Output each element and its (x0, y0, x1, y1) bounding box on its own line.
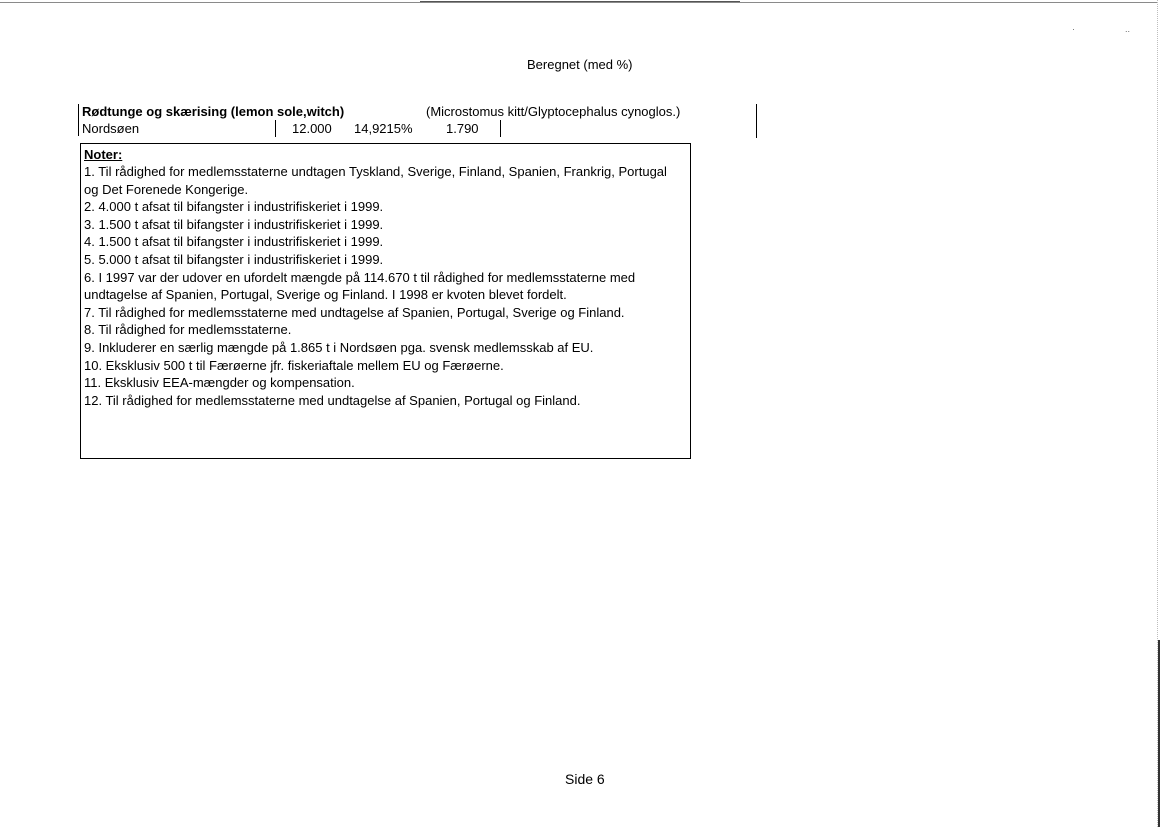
note-item: 2. 4.000 t afsat til bifangster i industrifiskeriet i 1999. (84, 199, 384, 215)
note-item: 8. Til rådighed for medlemsstaterne. (84, 322, 292, 338)
percent-value: 14,9215% (354, 121, 413, 136)
note-item: 1. Til rådighed for medlemsstaterne undtagen Tyskland, Sverige, Finland, Spanien, Frankrig, Portugal og Det Forenede Kongerige. (84, 164, 667, 197)
note-item: 3. 1.500 t afsat til bifangster i industrifiskeriet i 1999. (84, 216, 384, 232)
note-item: 12. Til rådighed for medlemsstaterne med undtagelse af Spanien, Portugal og Finland. (84, 392, 581, 408)
note-item: 6. I 1997 var der udover en ufordelt mængde på 114.670 t til rådighed for medlemsstaterne med undtagelse af Spanien, Portugal, Sverige og Finland. I 1998 er kvoten blevet fordelt. (84, 269, 636, 303)
calculated-value: 1.790 (446, 121, 479, 136)
table-right-border (756, 104, 757, 138)
cell-divider (275, 120, 276, 137)
note-item: 7. Til rådighed for medlemsstaterne med undtagelse af Spanien, Portugal, Sverige og Finland. (84, 304, 625, 320)
tac-value: 12.000 (292, 121, 332, 136)
note-item: 10. Eksklusiv 500 t til Færøerne jfr. fiskeriaftale mellem EU og Færøerne. (84, 357, 504, 373)
note-item: 4. 1.500 t afsat til bifangster i industrifiskeriet i 1999. (84, 234, 384, 250)
note-item: 11. Eksklusiv EEA-mængder og kompensation. (84, 375, 355, 391)
cell-divider (500, 120, 501, 137)
page-number: Side 6 (565, 771, 605, 787)
page-right-border-dark (1158, 640, 1160, 827)
page-top-border-segment (420, 1, 740, 2)
area-name: Nordsøen (82, 121, 140, 136)
scan-speck: .. (1125, 24, 1131, 34)
column-header-beregnet: Beregnet (med %) (527, 57, 633, 72)
note-item: 5. 5.000 t afsat til bifangster i industrifiskeriet i 1999. (84, 251, 384, 267)
table-left-border (78, 104, 79, 136)
species-latin-name: (Microstomus kitt/Glyptocephalus cynoglos.) (426, 104, 681, 119)
page-top-border (0, 2, 1158, 3)
note-item: 9. Inkluderer en særlig mængde på 1.865 t i Nordsøen pga. svensk medlemsskab af EU. (84, 339, 594, 355)
notes-box (80, 143, 691, 459)
species-name: Rødtunge og skærising (lemon sole,witch) (82, 104, 345, 119)
scan-speck: · (1072, 24, 1075, 34)
notes-title: Noter: (84, 147, 123, 162)
